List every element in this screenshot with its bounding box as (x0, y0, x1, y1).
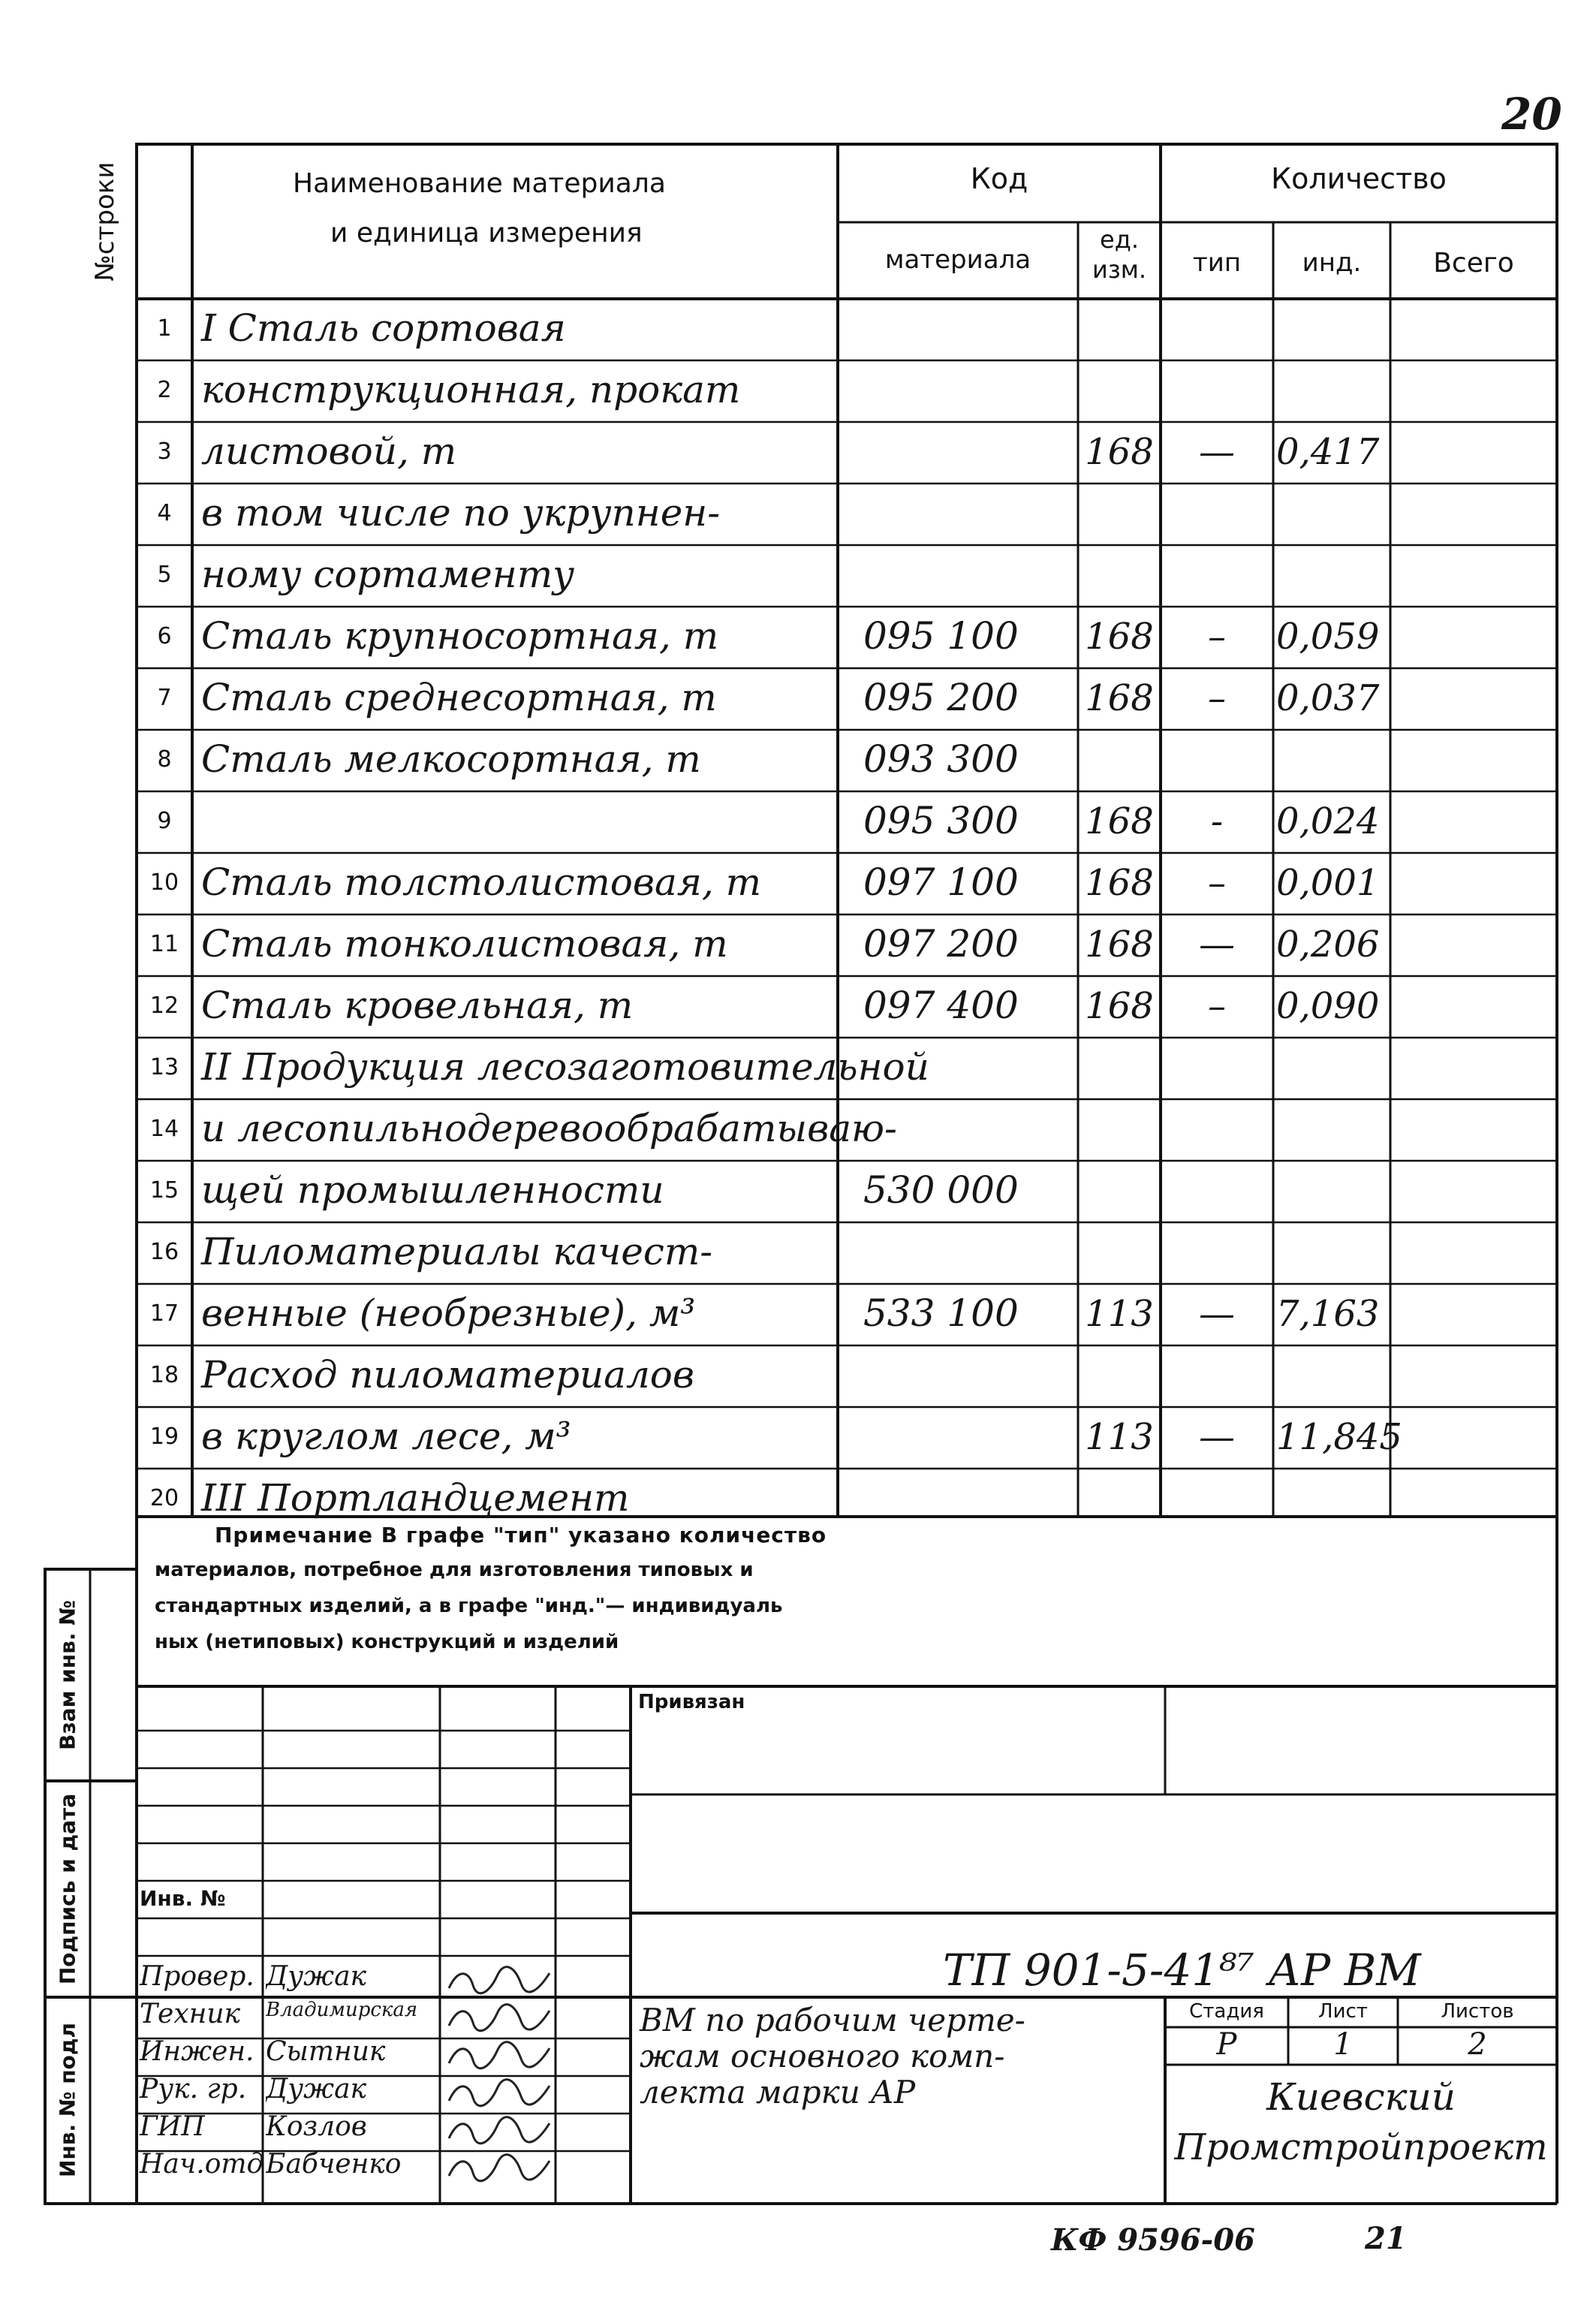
note-line-2: материалов, потребное для изготовления типовых и (155, 1559, 754, 1581)
signature-role: Техник (140, 1999, 241, 2029)
header-total: Всего (1433, 248, 1514, 279)
row-material-name: III Портландцемент (201, 1476, 630, 1520)
row-material-name: Сталь толстолистовая, т (201, 860, 762, 904)
stamp-sheet-value: 1 (1333, 2027, 1353, 2062)
stamp-sheets-value: 2 (1468, 2027, 1487, 2062)
row-qty-type: — (1199, 1293, 1235, 1335)
header-unit-2: изм. (1092, 255, 1147, 284)
row-material-code: 095 300 (863, 799, 1019, 842)
signature-name: Дужак (266, 2074, 367, 2105)
row-material-name: Сталь среднесортная, т (201, 676, 717, 719)
row-material-name: II Продукция лесозаготовительной (201, 1045, 929, 1089)
row-material-name: и лесопильнодеревообрабатываю- (201, 1107, 897, 1150)
row-qty-type: — (1199, 431, 1235, 473)
row-unit-code: 168 (1085, 800, 1154, 842)
row-qty-individual: 11,845 (1276, 1416, 1402, 1458)
header-row-number: №строки (90, 161, 120, 282)
row-material-code: 097 100 (863, 860, 1019, 904)
header-type: тип (1192, 248, 1242, 278)
footer-page-number: 21 (1365, 2221, 1407, 2256)
signature-role: ГИП (140, 2111, 205, 2142)
row-qty-type: – (1208, 862, 1226, 904)
signature-role: Нач.отд (140, 2149, 264, 2180)
stamp-inventory-number: Инв. № (140, 1886, 226, 1911)
row-qty-type: — (1199, 924, 1235, 966)
header-material-name: Наименование материала (293, 168, 666, 199)
row-number: 16 (149, 1239, 179, 1265)
header-material-unit: и единица измерения (330, 218, 643, 249)
stamp-stage-label: Стадия (1189, 2000, 1264, 2023)
row-number: 14 (149, 1116, 179, 1142)
row-material-name: щей промышленности (201, 1168, 664, 1212)
row-material-name: в том числе по укрупнен- (201, 491, 721, 535)
row-material-name: в круглом лесе, м³ (201, 1415, 571, 1458)
row-qty-type: – (1208, 616, 1226, 658)
row-qty-individual: 0,059 (1276, 616, 1380, 658)
signature-name: Козлов (266, 2111, 367, 2142)
row-unit-code: 113 (1085, 1416, 1154, 1458)
row-unit-code: 168 (1085, 862, 1154, 904)
signature-name: Бабченко (266, 2149, 402, 2180)
row-unit-code: 168 (1085, 985, 1154, 1027)
signature-role: Инжен. (140, 2036, 254, 2067)
signature-name: Владимирская (266, 1999, 418, 2021)
stamp-description-line-2: жам основного комп- (640, 2038, 1005, 2074)
row-qty-individual: 0,024 (1276, 800, 1380, 842)
archive-code: КФ 9596-06 (1051, 2222, 1255, 2258)
row-number: 1 (157, 315, 172, 342)
row-material-code: 095 100 (863, 614, 1019, 658)
row-number: 3 (157, 438, 172, 465)
row-material-name: конструкционная, прокат (201, 368, 741, 411)
page-number: 20 (1501, 89, 1562, 140)
handwritten-signature (443, 2038, 556, 2074)
header-unit-1: ед. (1100, 225, 1139, 254)
row-number: 15 (149, 1177, 179, 1204)
stamp-organization-line-1: Киевский (1266, 2075, 1456, 2119)
row-number: 2 (157, 377, 172, 403)
header-individual: инд. (1302, 248, 1362, 278)
row-material-code: 095 200 (863, 676, 1019, 719)
row-number: 5 (157, 562, 172, 588)
handwritten-signature (443, 1963, 556, 1999)
row-number: 8 (157, 746, 172, 773)
stamp-document-code: ТП 901-5-41⁸⁷ АР ВМ (943, 1945, 1421, 1996)
row-number: 6 (157, 623, 172, 649)
handwritten-signature (443, 2113, 556, 2149)
row-unit-code: 168 (1085, 677, 1154, 719)
row-number: 20 (149, 1485, 179, 1511)
row-unit-code: 168 (1085, 431, 1154, 473)
row-number: 12 (149, 993, 179, 1019)
row-material-name: Сталь тонколистовая, т (201, 922, 728, 966)
note-line-1: Примечание В графе "тип" указано количество (215, 1523, 827, 1547)
row-unit-code: 168 (1085, 924, 1154, 966)
header-code: Код (970, 162, 1028, 195)
note-line-3: стандартных изделий, а в графе "инд."— индивидуаль (155, 1595, 783, 1617)
row-material-code: 097 400 (863, 984, 1019, 1027)
row-number: 18 (149, 1362, 179, 1388)
row-number: 17 (149, 1300, 179, 1327)
row-material-name: Сталь кровельная, т (201, 984, 634, 1027)
note-line-4: ных (нетиповых) конструкций и изделий (155, 1631, 619, 1653)
row-material-name: I Сталь сортовая (201, 306, 566, 350)
row-material-name: Пиломатериалы качест- (201, 1230, 713, 1273)
row-number: 9 (157, 808, 172, 834)
row-qty-type: – (1208, 677, 1226, 719)
stamp-organization-line-2: Промстройпроект (1174, 2126, 1548, 2168)
row-number: 10 (149, 869, 179, 896)
stamp-sheets-label: Листов (1441, 2000, 1514, 2023)
row-number: 7 (157, 685, 172, 711)
row-material-name: Расход пиломатериалов (201, 1353, 695, 1397)
row-material-name: листовой, т (201, 429, 457, 473)
row-unit-code: 113 (1085, 1293, 1154, 1335)
row-material-name: Сталь мелкосортная, т (201, 737, 701, 781)
row-qty-individual: 0,417 (1276, 431, 1380, 473)
signature-role: Рук. гр. (140, 2074, 247, 2105)
signature-name: Дужак (266, 1961, 367, 1992)
row-number: 11 (149, 931, 179, 957)
row-qty-individual: 0,206 (1276, 924, 1380, 966)
row-material-name: ному сортаменту (201, 553, 575, 596)
row-material-code: 533 100 (863, 1291, 1019, 1335)
row-qty-type: – (1208, 985, 1226, 1027)
label-original-inventory: Инв. № подл (55, 2022, 80, 2178)
row-qty-type: - (1210, 800, 1224, 842)
label-signature-date: Подпись и дата (55, 1793, 80, 1985)
stamp-description-line-3: лекта марки АР (640, 2074, 916, 2111)
signature-name: Сытник (266, 2036, 386, 2067)
stamp-attached: Привязан (638, 1691, 745, 1713)
row-number: 19 (149, 1424, 179, 1450)
row-material-code: 530 000 (863, 1168, 1019, 1212)
row-qty-individual: 0,001 (1276, 862, 1380, 904)
header-code-material: материала (884, 245, 1031, 275)
row-number: 4 (157, 500, 172, 526)
handwritten-signature (443, 2075, 556, 2111)
row-material-code: 097 200 (863, 922, 1019, 966)
row-qty-individual: 0,037 (1276, 677, 1380, 719)
row-qty-individual: 7,163 (1276, 1293, 1380, 1335)
row-unit-code: 168 (1085, 616, 1154, 658)
row-number: 13 (149, 1054, 179, 1080)
label-replacement-inventory: Взам инв. № (55, 1600, 80, 1750)
stamp-description-line-1: ВМ по рабочим черте- (640, 2002, 1025, 2038)
header-quantity: Количество (1271, 162, 1447, 195)
handwritten-signature (443, 2150, 556, 2186)
stamp-sheet-label: Лист (1318, 2000, 1368, 2023)
signature-role: Провер. (140, 1961, 254, 1992)
row-material-name: венные (необрезные), м³ (201, 1291, 696, 1335)
row-material-code: 093 300 (863, 737, 1019, 781)
row-qty-individual: 0,090 (1276, 985, 1380, 1027)
row-material-name: Сталь крупносортная, т (201, 614, 719, 658)
row-qty-type: — (1199, 1416, 1235, 1458)
handwritten-signature (443, 2000, 556, 2036)
stamp-stage-value: Р (1216, 2027, 1237, 2062)
